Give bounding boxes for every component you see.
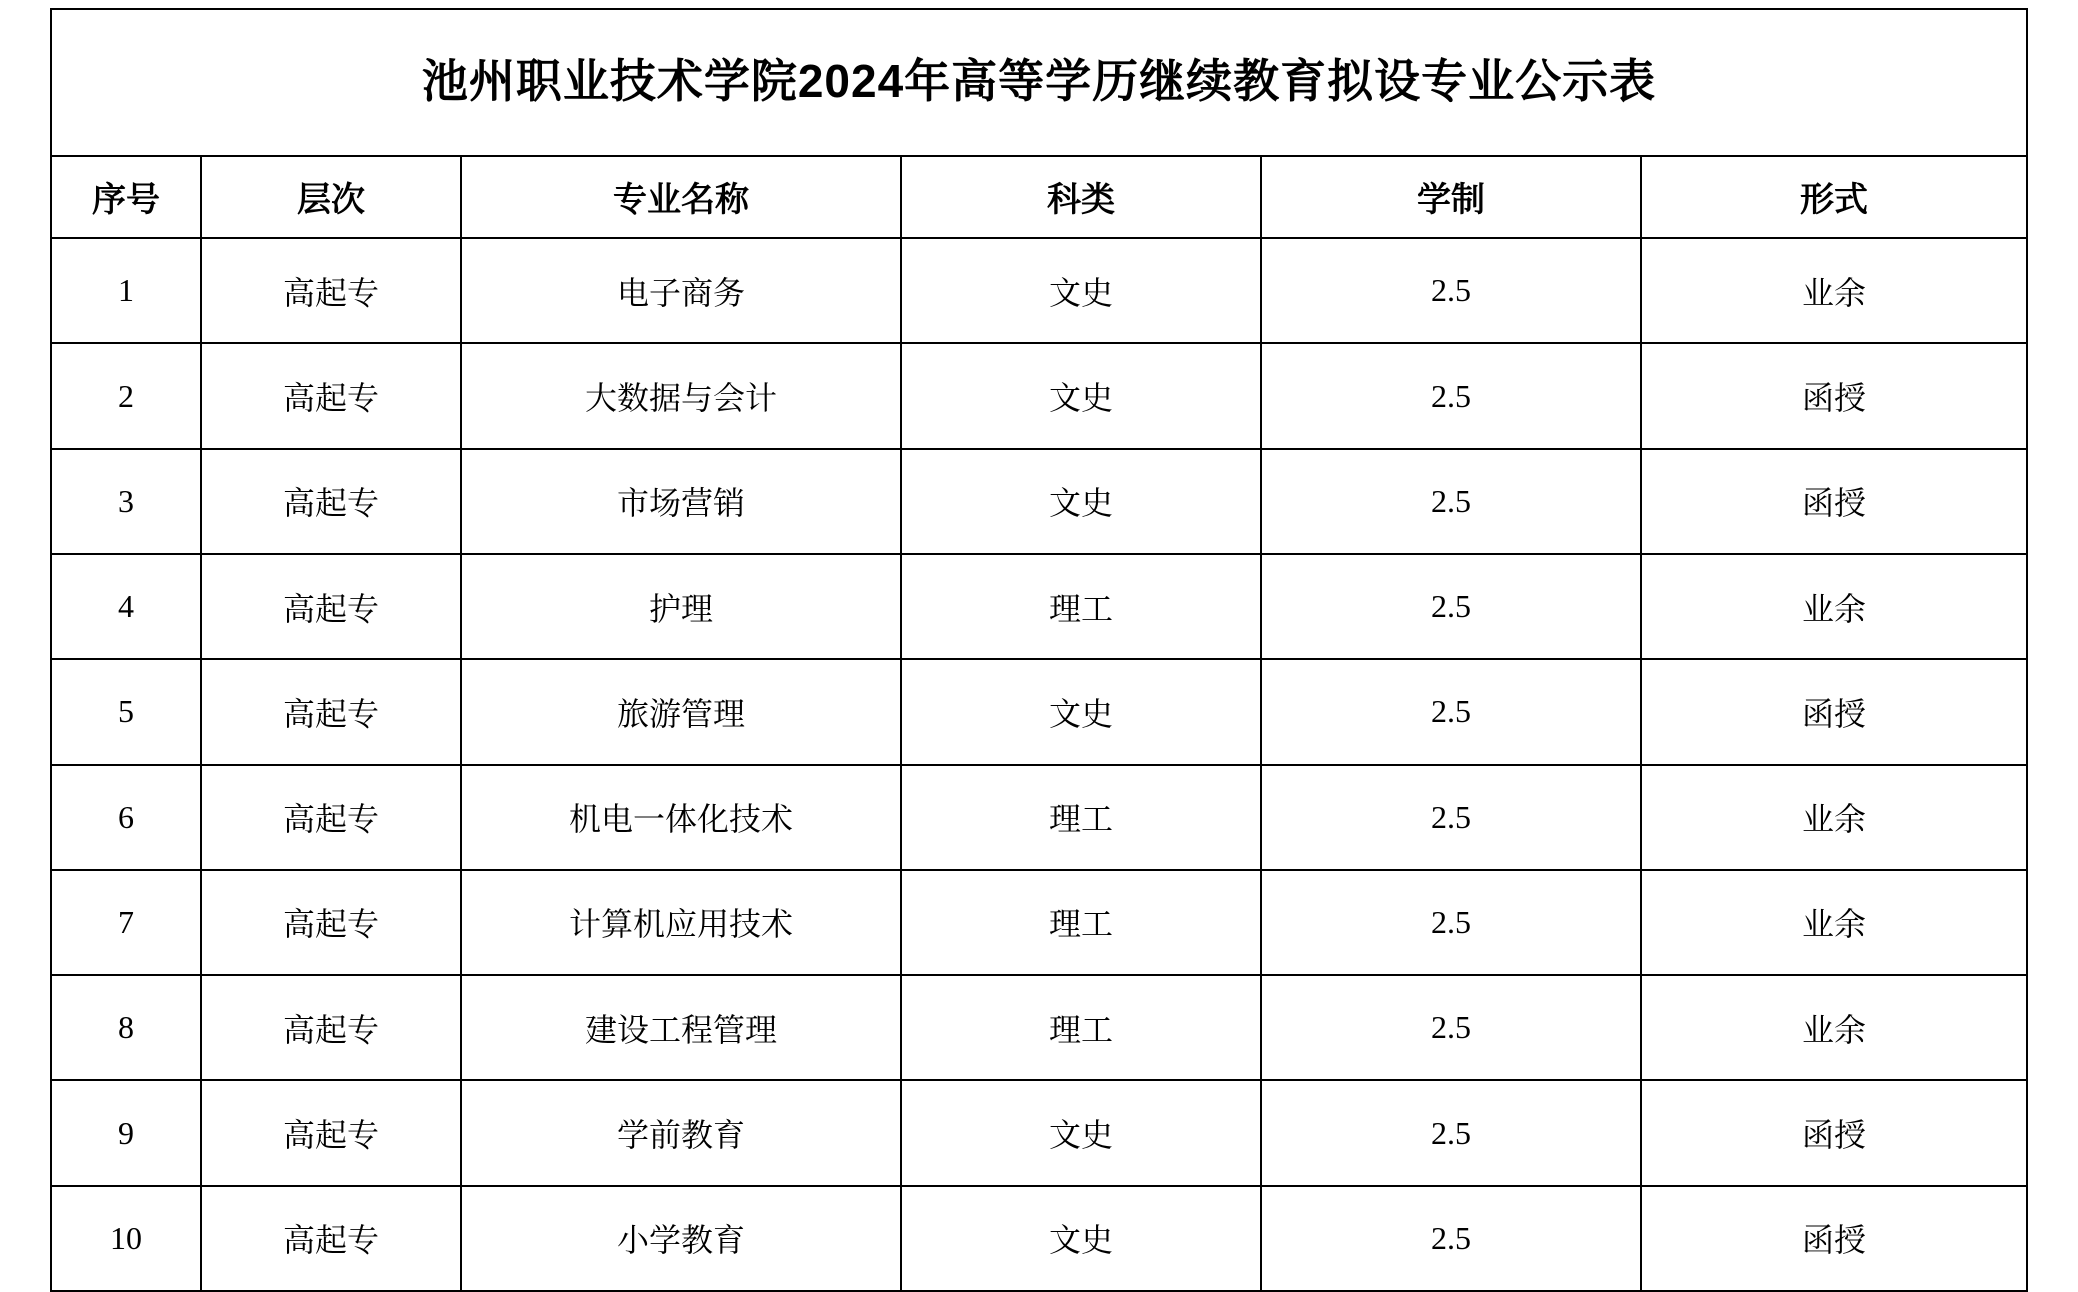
cell-level: 高起专 [201, 238, 461, 343]
cell-major: 护理 [461, 554, 901, 659]
cell-level: 高起专 [201, 659, 461, 764]
cell-cat: 文史 [901, 238, 1261, 343]
table-row [51, 1080, 2027, 1185]
cell-seq: 7 [51, 870, 201, 975]
cell-level: 高起专 [201, 975, 461, 1080]
cell-form: 函授 [1641, 1080, 2027, 1185]
cell-years: 2.5 [1261, 238, 1641, 343]
cell-form: 业余 [1641, 554, 2027, 659]
cell-seq: 8 [51, 975, 201, 1080]
cell-years: 2.5 [1261, 343, 1641, 448]
cell-major: 市场营销 [461, 449, 901, 554]
cell-cat: 理工 [901, 870, 1261, 975]
cell-form: 业余 [1641, 765, 2027, 870]
column-header-form: 形式 [1641, 156, 2027, 239]
cell-seq: 3 [51, 449, 201, 554]
column-header-level: 层次 [201, 156, 461, 239]
cell-years: 2.5 [1261, 449, 1641, 554]
cell-level: 高起专 [201, 765, 461, 870]
cell-level: 高起专 [201, 449, 461, 554]
cell-cat: 理工 [901, 975, 1261, 1080]
cell-level: 高起专 [201, 1186, 461, 1291]
cell-seq: 10 [51, 1186, 201, 1291]
table-row [51, 343, 2027, 448]
table-row [51, 449, 2027, 554]
cell-cat: 文史 [901, 449, 1261, 554]
table-row [51, 659, 2027, 764]
cell-form: 函授 [1641, 343, 2027, 448]
cell-major: 机电一体化技术 [461, 765, 901, 870]
cell-level: 高起专 [201, 554, 461, 659]
public-notice-table [50, 8, 2028, 1292]
cell-form: 函授 [1641, 659, 2027, 764]
cell-major: 计算机应用技术 [461, 870, 901, 975]
cell-cat: 理工 [901, 765, 1261, 870]
cell-cat: 文史 [901, 1186, 1261, 1291]
table-row [51, 975, 2027, 1080]
cell-seq: 6 [51, 765, 201, 870]
cell-form: 业余 [1641, 975, 2027, 1080]
cell-form: 业余 [1641, 870, 2027, 975]
cell-level: 高起专 [201, 1080, 461, 1185]
cell-years: 2.5 [1261, 1080, 1641, 1185]
cell-cat: 文史 [901, 659, 1261, 764]
cell-years: 2.5 [1261, 659, 1641, 764]
column-header-seq: 序号 [51, 156, 201, 239]
cell-years: 2.5 [1261, 765, 1641, 870]
column-header-cat: 科类 [901, 156, 1261, 239]
table-header-row [51, 156, 2027, 239]
cell-level: 高起专 [201, 870, 461, 975]
cell-years: 2.5 [1261, 870, 1641, 975]
cell-major: 大数据与会计 [461, 343, 901, 448]
cell-cat: 文史 [901, 343, 1261, 448]
cell-years: 2.5 [1261, 1186, 1641, 1291]
table-row [51, 238, 2027, 343]
cell-cat: 文史 [901, 1080, 1261, 1185]
table-row [51, 765, 2027, 870]
cell-major: 电子商务 [461, 238, 901, 343]
cell-major: 建设工程管理 [461, 975, 901, 1080]
cell-major: 小学教育 [461, 1186, 901, 1291]
cell-cat: 理工 [901, 554, 1261, 659]
cell-seq: 9 [51, 1080, 201, 1185]
cell-major: 学前教育 [461, 1080, 901, 1185]
cell-seq: 5 [51, 659, 201, 764]
cell-seq: 1 [51, 238, 201, 343]
table-row [51, 554, 2027, 659]
cell-form: 函授 [1641, 449, 2027, 554]
table-body [51, 9, 2027, 1291]
cell-years: 2.5 [1261, 975, 1641, 1080]
table-row [51, 870, 2027, 975]
page-title: 池州职业技术学院2024年高等学历继续教育拟设专业公示表 [51, 9, 2027, 156]
cell-seq: 4 [51, 554, 201, 659]
cell-level: 高起专 [201, 343, 461, 448]
table-row [51, 1186, 2027, 1291]
title-row [51, 9, 2027, 156]
cell-form: 函授 [1641, 1186, 2027, 1291]
cell-years: 2.5 [1261, 554, 1641, 659]
cell-form: 业余 [1641, 238, 2027, 343]
cell-major: 旅游管理 [461, 659, 901, 764]
cell-seq: 2 [51, 343, 201, 448]
column-header-major: 专业名称 [461, 156, 901, 239]
column-header-years: 学制 [1261, 156, 1641, 239]
